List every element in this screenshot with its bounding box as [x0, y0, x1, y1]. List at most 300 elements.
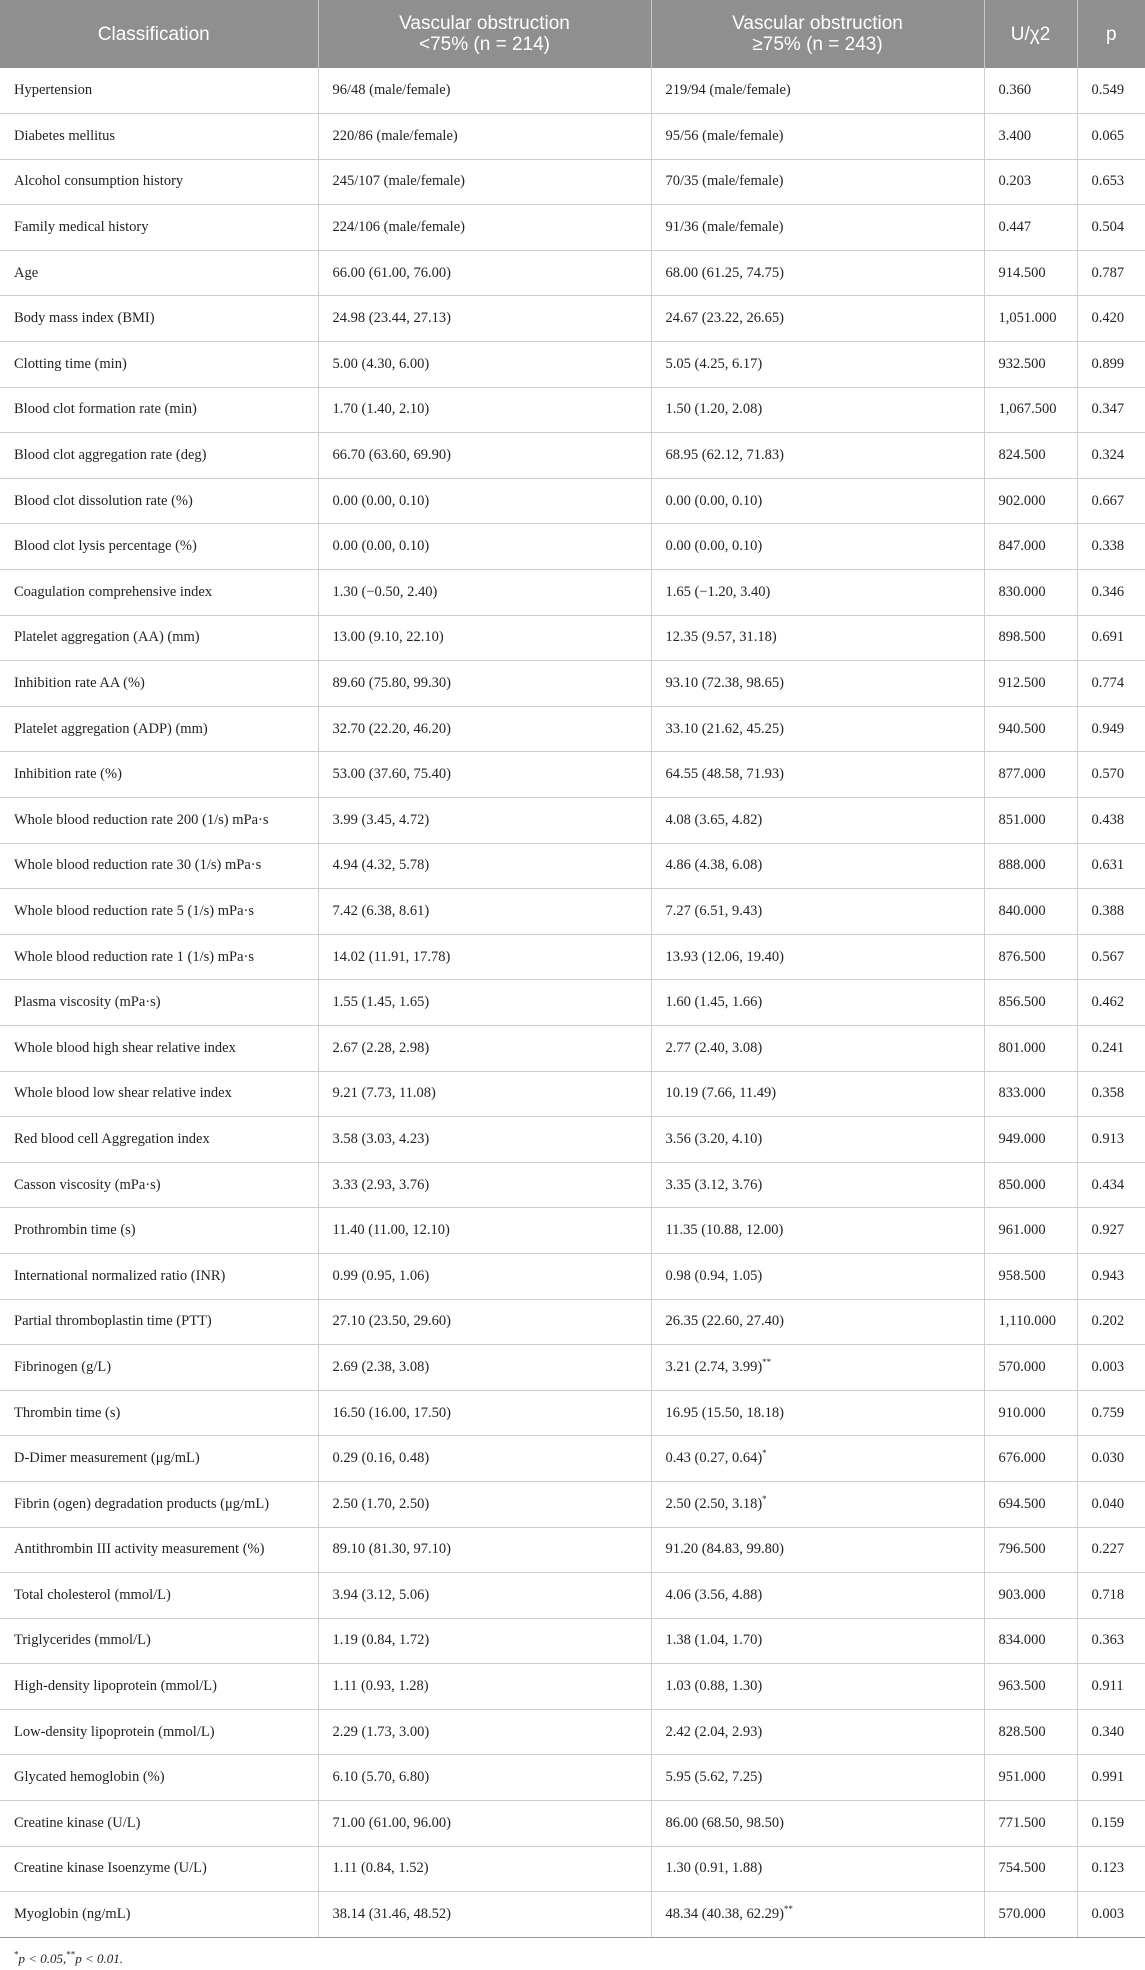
header-row [0, 0, 1145, 68]
high-group-cell-value: 95/56 (male/female) [665, 127, 784, 144]
table-row [0, 1755, 1145, 1801]
table-row [0, 387, 1145, 433]
classification-cell [0, 1071, 318, 1117]
p-value-cell [1077, 1071, 1145, 1117]
classification-cell [0, 661, 318, 707]
high-group-cell [651, 1117, 984, 1163]
classification-cell-value: Prothrombin time (s) [14, 1222, 136, 1239]
statistic-cell [984, 296, 1077, 342]
statistic-cell [984, 843, 1077, 889]
high-group-cell-value: 4.08 (3.65, 4.82) [665, 811, 763, 828]
statistic-cell-value: 830.000 [998, 583, 1046, 600]
classification-cell-value: Partial thromboplastin time (PTT) [14, 1313, 212, 1330]
p-value-cell-value: 0.347 [1091, 401, 1125, 418]
classification-cell-value: Hypertension [14, 82, 93, 99]
classification-cell [0, 433, 318, 479]
low-group-cell [318, 1846, 651, 1892]
low-group-cell [318, 1299, 651, 1345]
low-group-cell-value: 14.02 (11.91, 17.78) [332, 948, 451, 965]
low-group-cell-value: 6.10 (5.70, 6.80) [332, 1769, 430, 1786]
classification-cell-value: Casson viscosity (mPa·s) [14, 1176, 161, 1193]
classification-cell [0, 1573, 318, 1619]
statistic-cell [984, 615, 1077, 661]
classification-cell-value: Clotting time (min) [14, 355, 127, 372]
p-value-cell-value: 0.003 [1091, 1906, 1125, 1923]
table-row [0, 889, 1145, 935]
statistic-cell [984, 250, 1077, 296]
table-row [0, 524, 1145, 570]
high-group-cell [651, 615, 984, 661]
classification-cell-value: Body mass index (BMI) [14, 310, 155, 327]
p-value-cell-value: 0.388 [1091, 902, 1125, 919]
table-body [0, 68, 1145, 1937]
high-group-cell-value: 4.86 (4.38, 6.08) [665, 857, 763, 874]
classification-cell-value: Creatine kinase (U/L) [14, 1814, 141, 1831]
high-group-cell [651, 1618, 984, 1664]
low-group-cell [318, 1481, 651, 1527]
high-group-cell [651, 934, 984, 980]
classification-cell-value: Red blood cell Aggregation index [14, 1130, 210, 1147]
statistic-cell [984, 1618, 1077, 1664]
p-value-cell [1077, 889, 1145, 935]
high-group-cell [651, 570, 984, 616]
high-group-cell [651, 843, 984, 889]
statistic-cell-value: 754.500 [998, 1860, 1046, 1877]
significance-marker: ** [783, 1904, 793, 1915]
low-group-cell-value: 3.58 (3.03, 4.23) [332, 1130, 430, 1147]
statistic-cell [984, 1892, 1077, 1938]
p-value-cell [1077, 296, 1145, 342]
low-group-cell [318, 1573, 651, 1619]
statistic-cell-value: 850.000 [998, 1176, 1046, 1193]
classification-cell-value: Whole blood low shear relative index [14, 1085, 232, 1102]
low-group-cell [318, 1755, 651, 1801]
classification-cell [0, 1025, 318, 1071]
low-group-cell-value: 11.40 (11.00, 12.10) [332, 1222, 450, 1239]
high-group-cell [651, 706, 984, 752]
statistic-cell-value: 801.000 [998, 1039, 1046, 1056]
significance-marker: ** [762, 1357, 772, 1368]
classification-cell [0, 296, 318, 342]
classification-cell-value: Blood clot formation rate (min) [14, 401, 197, 418]
high-group-cell [651, 1801, 984, 1847]
header-low-group-line1: Vascular obstruction [399, 13, 570, 34]
high-group-cell [651, 1892, 984, 1938]
p-value-cell [1077, 205, 1145, 251]
high-group-cell-value: 86.00 (68.50, 98.50) [665, 1814, 784, 1831]
high-group-cell [651, 1390, 984, 1436]
high-group-cell-value: 3.56 (3.20, 4.10) [665, 1130, 763, 1147]
high-group-cell [651, 296, 984, 342]
table-row [0, 798, 1145, 844]
p-value-cell [1077, 1025, 1145, 1071]
low-group-cell-value: 66.00 (61.00, 76.00) [332, 264, 451, 281]
p-value-cell [1077, 68, 1145, 114]
statistic-cell [984, 798, 1077, 844]
p-value-cell [1077, 1801, 1145, 1847]
low-group-cell-value: 3.94 (3.12, 5.06) [332, 1586, 430, 1603]
high-group-cell [651, 387, 984, 433]
p-value-cell-value: 0.653 [1091, 173, 1125, 190]
p-value-cell [1077, 1208, 1145, 1254]
low-group-cell [318, 980, 651, 1026]
classification-cell [0, 159, 318, 205]
statistic-cell [984, 1527, 1077, 1573]
statistic-cell-value: 914.500 [998, 264, 1046, 281]
high-group-cell [651, 1527, 984, 1573]
table-row [0, 934, 1145, 980]
table-header [0, 0, 1145, 68]
p-value-cell [1077, 570, 1145, 616]
high-group-cell-value: 5.05 (4.25, 6.17) [665, 355, 763, 372]
classification-cell-value: Plasma viscosity (mPa·s) [14, 994, 161, 1011]
statistic-cell-value: 961.000 [998, 1222, 1046, 1239]
low-group-cell [318, 706, 651, 752]
low-group-cell [318, 1208, 651, 1254]
classification-cell [0, 1299, 318, 1345]
low-group-cell [318, 570, 651, 616]
table-row [0, 615, 1145, 661]
statistic-cell [984, 1299, 1077, 1345]
footnote-text-double: p < 0.01. [75, 1951, 124, 1966]
high-group-cell [651, 661, 984, 707]
low-group-cell [318, 1892, 651, 1938]
statistic-cell [984, 1846, 1077, 1892]
classification-cell-value: Platelet aggregation (ADP) (mm) [14, 720, 208, 737]
p-value-cell-value: 0.003 [1091, 1358, 1125, 1375]
p-value-cell-value: 0.434 [1091, 1176, 1125, 1193]
p-value-cell-value: 0.943 [1091, 1267, 1125, 1284]
classification-cell [0, 342, 318, 388]
low-group-cell-value: 1.19 (0.84, 1.72) [332, 1632, 430, 1649]
significance-marker: * [762, 1493, 767, 1504]
high-group-cell [651, 980, 984, 1026]
high-group-cell-value: 33.10 (21.62, 45.25) [665, 720, 784, 737]
classification-cell [0, 68, 318, 114]
table-row [0, 1709, 1145, 1755]
statistic-cell-value: 834.000 [998, 1632, 1046, 1649]
classification-cell [0, 980, 318, 1026]
classification-cell-value: Creatine kinase Isoenzyme (U/L) [14, 1860, 207, 1877]
low-group-cell [318, 1071, 651, 1117]
high-group-cell-value: 4.06 (3.56, 4.88) [665, 1586, 763, 1603]
statistic-cell [984, 570, 1077, 616]
table-row [0, 1025, 1145, 1071]
low-group-cell [318, 478, 651, 524]
high-group-cell-value: 91.20 (84.83, 99.80) [665, 1541, 784, 1558]
high-group-cell-value: 3.35 (3.12, 3.76) [665, 1176, 763, 1193]
statistic-cell-value: 824.500 [998, 447, 1046, 464]
statistic-cell [984, 1436, 1077, 1482]
high-group-cell-value: 10.19 (7.66, 11.49) [665, 1085, 777, 1102]
high-group-cell-value: 1.65 (−1.20, 3.40) [665, 583, 771, 600]
classification-cell [0, 1846, 318, 1892]
low-group-cell [318, 250, 651, 296]
p-value-cell [1077, 478, 1145, 524]
table-row [0, 296, 1145, 342]
high-group-cell-value: 11.35 (10.88, 12.00) [665, 1222, 784, 1239]
statistic-cell-value: 876.500 [998, 948, 1046, 965]
statistic-cell [984, 1709, 1077, 1755]
p-value-cell [1077, 934, 1145, 980]
low-group-cell [318, 1117, 651, 1163]
p-value-cell [1077, 114, 1145, 160]
classification-cell [0, 1345, 318, 1391]
footnote-mark-double: ** [66, 1949, 76, 1960]
p-value-cell-value: 0.340 [1091, 1723, 1125, 1740]
classification-cell-value: Glycated hemoglobin (%) [14, 1769, 165, 1786]
classification-cell [0, 889, 318, 935]
statistic-cell-value: 877.000 [998, 766, 1046, 783]
statistic-cell [984, 752, 1077, 798]
statistic-cell [984, 1253, 1077, 1299]
statistic-cell [984, 1208, 1077, 1254]
p-value-cell-value: 0.346 [1091, 583, 1125, 600]
low-group-cell-value: 5.00 (4.30, 6.00) [332, 355, 430, 372]
classification-cell [0, 1481, 318, 1527]
low-group-cell-value: 7.42 (6.38, 8.61) [332, 902, 430, 919]
classification-cell [0, 1709, 318, 1755]
statistic-cell [984, 1071, 1077, 1117]
p-value-cell [1077, 843, 1145, 889]
statistic-cell [984, 387, 1077, 433]
high-group-cell-value: 2.42 (2.04, 2.93) [665, 1723, 763, 1740]
table-row [0, 1299, 1145, 1345]
high-group-cell-value: 2.77 (2.40, 3.08) [665, 1039, 763, 1056]
p-value-cell-value: 0.324 [1091, 447, 1125, 464]
high-group-cell [651, 752, 984, 798]
high-group-cell-value: 1.60 (1.45, 1.66) [665, 994, 763, 1011]
low-group-cell-value: 71.00 (61.00, 96.00) [332, 1814, 451, 1831]
low-group-cell [318, 387, 651, 433]
p-value-cell-value: 0.913 [1091, 1130, 1125, 1147]
p-value-cell [1077, 342, 1145, 388]
header-high-group-line1: Vascular obstruction [732, 13, 903, 34]
table-row [0, 1801, 1145, 1847]
footnote-mark-single: * [14, 1949, 19, 1960]
statistic-cell [984, 1801, 1077, 1847]
high-group-cell [651, 1299, 984, 1345]
statistic-cell-value: 847.000 [998, 538, 1046, 555]
p-value-cell [1077, 1162, 1145, 1208]
low-group-cell-value: 0.00 (0.00, 0.10) [332, 492, 430, 509]
classification-cell-value: Fibrinogen (g/L) [14, 1358, 112, 1375]
statistic-cell-value: 958.500 [998, 1267, 1046, 1284]
classification-cell-value: Inhibition rate (%) [14, 766, 122, 783]
header-classification-label: Classification [97, 23, 210, 45]
p-value-cell-value: 0.911 [1091, 1678, 1124, 1695]
high-group-cell [651, 1481, 984, 1527]
table-row [0, 1846, 1145, 1892]
low-group-cell [318, 1801, 651, 1847]
classification-cell-value: Whole blood reduction rate 5 (1/s) mPa·s [14, 902, 254, 919]
p-value-cell-value: 0.358 [1091, 1085, 1125, 1102]
high-group-cell-value: 68.95 (62.12, 71.83) [665, 447, 784, 464]
header-high-group [651, 0, 984, 68]
statistic-cell-value: 840.000 [998, 902, 1046, 919]
high-group-cell [651, 250, 984, 296]
p-value-cell-value: 0.774 [1091, 675, 1125, 692]
low-group-cell [318, 1162, 651, 1208]
low-group-cell [318, 889, 651, 935]
table-row [0, 1436, 1145, 1482]
p-value-cell [1077, 1755, 1145, 1801]
classification-cell [0, 1892, 318, 1938]
statistic-cell [984, 159, 1077, 205]
low-group-cell [318, 843, 651, 889]
statistic-cell [984, 980, 1077, 1026]
low-group-cell-value: 9.21 (7.73, 11.08) [332, 1085, 436, 1102]
statistic-cell-value: 828.500 [998, 1723, 1046, 1740]
low-group-cell [318, 159, 651, 205]
classification-cell [0, 205, 318, 251]
p-value-cell-value: 0.504 [1091, 219, 1125, 236]
high-group-cell-value: 1.30 (0.91, 1.88) [665, 1860, 763, 1877]
statistic-cell-value: 796.500 [998, 1541, 1046, 1558]
classification-cell [0, 1801, 318, 1847]
classification-cell-value: D-Dimer measurement (μg/mL) [14, 1450, 200, 1467]
low-group-cell-value: 24.98 (23.44, 27.13) [332, 310, 451, 327]
low-group-cell [318, 798, 651, 844]
table-row [0, 843, 1145, 889]
p-value-cell [1077, 752, 1145, 798]
high-group-cell [651, 1162, 984, 1208]
classification-cell-value: Inhibition rate AA (%) [14, 675, 145, 692]
high-group-cell [651, 114, 984, 160]
low-group-cell [318, 68, 651, 114]
high-group-cell [651, 1071, 984, 1117]
high-group-cell-value: 0.43 (0.27, 0.64) [665, 1450, 763, 1467]
statistic-cell-value: 1,051.000 [998, 310, 1057, 327]
statistic-cell-value: 949.000 [998, 1130, 1046, 1147]
low-group-cell-value: 3.99 (3.45, 4.72) [332, 811, 430, 828]
high-group-cell [651, 889, 984, 935]
low-group-cell-value: 38.14 (31.46, 48.52) [332, 1906, 451, 1923]
low-group-cell [318, 1025, 651, 1071]
p-value-cell [1077, 1664, 1145, 1710]
table-row [0, 661, 1145, 707]
table-row [0, 68, 1145, 114]
low-group-cell-value: 3.33 (2.93, 3.76) [332, 1176, 430, 1193]
low-group-cell-value: 27.10 (23.50, 29.60) [332, 1313, 451, 1330]
low-group-cell-value: 4.94 (4.32, 5.78) [332, 857, 430, 874]
p-value-cell-value: 0.570 [1091, 766, 1125, 783]
high-group-cell [651, 1846, 984, 1892]
table-row [0, 1573, 1145, 1619]
classification-cell [0, 798, 318, 844]
statistic-cell [984, 1162, 1077, 1208]
statistic-cell-value: 570.000 [998, 1906, 1046, 1923]
table-row [0, 570, 1145, 616]
low-group-cell-value: 89.60 (75.80, 99.30) [332, 675, 451, 692]
table-row [0, 342, 1145, 388]
p-value-cell-value: 0.438 [1091, 811, 1125, 828]
low-group-cell [318, 1390, 651, 1436]
high-group-cell-value: 12.35 (9.57, 31.18) [665, 629, 777, 646]
header-p-value-label: p [1105, 23, 1117, 45]
low-group-cell [318, 1345, 651, 1391]
low-group-cell-value: 0.99 (0.95, 1.06) [332, 1267, 430, 1284]
p-value-cell [1077, 1481, 1145, 1527]
p-value-cell-value: 0.899 [1091, 355, 1125, 372]
classification-cell-value: Whole blood high shear relative index [14, 1039, 236, 1056]
classification-cell-value: Family medical history [14, 219, 149, 236]
p-value-cell-value: 0.718 [1091, 1586, 1125, 1603]
classification-cell-value: Triglycerides (mmol/L) [14, 1632, 151, 1649]
table-row [0, 250, 1145, 296]
classification-cell [0, 843, 318, 889]
p-value-cell-value: 0.040 [1091, 1495, 1125, 1512]
table-row [0, 205, 1145, 251]
low-group-cell-value: 1.70 (1.40, 2.10) [332, 401, 430, 418]
high-group-cell-value: 70/35 (male/female) [665, 173, 784, 190]
low-group-cell [318, 1664, 651, 1710]
p-value-cell-value: 0.202 [1091, 1313, 1125, 1330]
classification-cell [0, 1664, 318, 1710]
table-row [0, 1664, 1145, 1710]
high-group-cell [651, 478, 984, 524]
low-group-cell-value: 1.11 (0.93, 1.28) [332, 1678, 429, 1695]
classification-cell-value: Diabetes mellitus [14, 127, 116, 144]
high-group-cell-value: 3.21 (2.74, 3.99) [665, 1358, 763, 1375]
classification-cell-value: Blood clot dissolution rate (%) [14, 492, 193, 509]
statistic-cell-value: 902.000 [998, 492, 1046, 509]
table-row [0, 1481, 1145, 1527]
statistic-cell-value: 903.000 [998, 1586, 1046, 1603]
header-p-value [1077, 0, 1145, 68]
classification-cell [0, 250, 318, 296]
p-value-cell-value: 0.567 [1091, 948, 1125, 965]
p-value-cell [1077, 1390, 1145, 1436]
high-group-cell [651, 342, 984, 388]
table-row [0, 1208, 1145, 1254]
classification-cell [0, 706, 318, 752]
statistic-cell-value: 1,110.000 [998, 1313, 1056, 1330]
header-low-group [318, 0, 651, 68]
high-group-cell-value: 0.98 (0.94, 1.05) [665, 1267, 763, 1284]
high-group-cell-value: 7.27 (6.51, 9.43) [665, 902, 763, 919]
low-group-cell [318, 524, 651, 570]
low-group-cell [318, 296, 651, 342]
p-value-cell [1077, 433, 1145, 479]
classification-cell-value: Fibrin (ogen) degradation products (μg/mL) [14, 1495, 270, 1512]
high-group-cell [651, 68, 984, 114]
classification-cell [0, 1162, 318, 1208]
statistic-cell-value: 851.000 [998, 811, 1046, 828]
statistic-cell-value: 833.000 [998, 1085, 1046, 1102]
statistic-cell [984, 1481, 1077, 1527]
table-row [0, 706, 1145, 752]
statistic-cell-value: 932.500 [998, 355, 1046, 372]
low-group-cell-value: 2.29 (1.73, 3.00) [332, 1723, 430, 1740]
low-group-cell [318, 615, 651, 661]
header-low-group-line2: <75% (n = 214) [419, 34, 550, 55]
statistic-cell [984, 1755, 1077, 1801]
classification-cell-value: Platelet aggregation (AA) (mm) [14, 629, 200, 646]
p-value-cell-value: 0.759 [1091, 1404, 1125, 1421]
p-value-cell [1077, 387, 1145, 433]
statistic-cell [984, 1664, 1077, 1710]
low-group-cell [318, 752, 651, 798]
statistic-cell [984, 1390, 1077, 1436]
p-value-cell-value: 0.123 [1091, 1860, 1125, 1877]
classification-cell-value: Myoglobin (ng/mL) [14, 1906, 131, 1923]
classification-cell-value: Whole blood reduction rate 1 (1/s) mPa·s [14, 948, 254, 965]
statistic-cell-value: 898.500 [998, 629, 1046, 646]
low-group-cell-value: 0.29 (0.16, 0.48) [332, 1450, 430, 1467]
statistic-cell [984, 1345, 1077, 1391]
header-classification [0, 0, 318, 68]
